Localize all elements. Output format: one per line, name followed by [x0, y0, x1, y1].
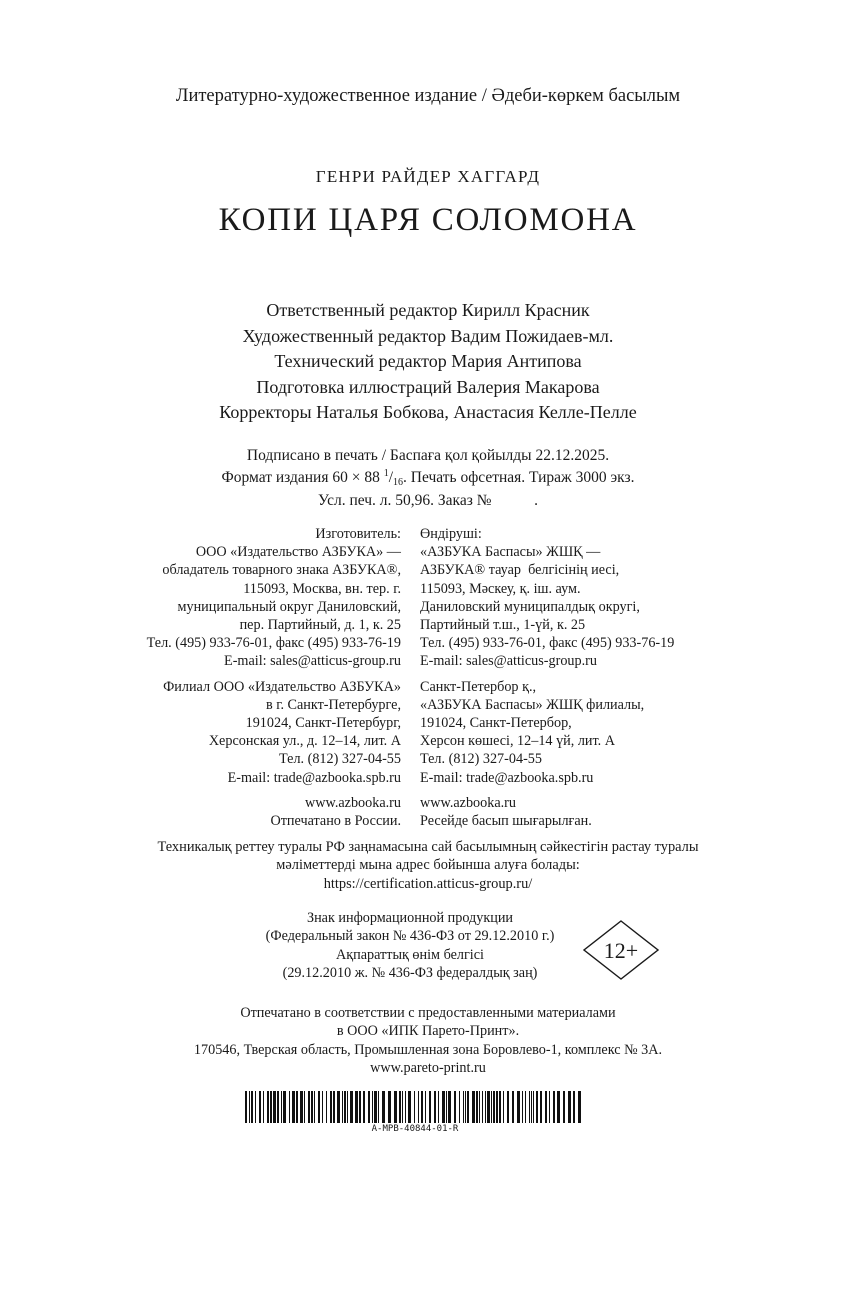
branch-kz-line: Херсон көшесі, 12–14 үй, лит. А — [420, 733, 616, 750]
barcode-bar — [402, 1091, 403, 1123]
barcode-bar — [394, 1091, 397, 1123]
barcode-bar — [563, 1091, 565, 1123]
format-fraction-den: 16 — [393, 476, 404, 488]
barcode-bar — [405, 1091, 406, 1123]
signed-line: Подписано в печать / Баспаға қол қойылды 22.12.2025. — [246, 447, 610, 464]
branch-kz-line: E-mail: trade@azbooka.spb.ru — [420, 769, 594, 786]
printer-url: www.pareto-print.ru — [370, 1060, 486, 1077]
barcode-bar — [333, 1091, 335, 1123]
format-fraction-num: 1 — [383, 467, 389, 479]
barcode-bar — [251, 1091, 253, 1123]
barcode-bar — [314, 1091, 315, 1123]
sheets-line: Усл. печ. л. 50,96. Заказ № . — [317, 492, 539, 509]
branch-ru-line: в г. Санкт-Петербурге, — [265, 696, 401, 713]
barcode-bar — [267, 1091, 269, 1123]
barcode-bar — [573, 1091, 575, 1123]
barcode-bar — [512, 1091, 514, 1123]
credit-line: Ответственный редактор Кирилл Красник — [266, 300, 590, 320]
genre-line: Литературно-художественное издание / Әдеби-көркем басылым — [175, 86, 681, 106]
barcode-bar — [263, 1091, 264, 1123]
barcode-label: A-MPB-40844-01-R — [371, 1124, 459, 1134]
barcode-bar — [507, 1091, 509, 1123]
barcode-bar — [337, 1091, 340, 1123]
publisher-ru-line: обладатель товарного знака АЗБУКА®, — [162, 562, 401, 579]
barcode-bar — [311, 1091, 313, 1123]
barcode-bar — [418, 1091, 419, 1123]
barcode-bar — [496, 1091, 498, 1123]
barcode-bar — [442, 1091, 445, 1123]
barcode-bar — [342, 1091, 343, 1123]
publisher-kz-line: Өндіруші: — [420, 526, 482, 542]
barcode-bar — [408, 1091, 411, 1123]
barcode-bar — [503, 1091, 504, 1123]
format-fraction-sep: / — [388, 468, 394, 486]
barcode-bar — [438, 1091, 439, 1123]
barcode-bar — [399, 1091, 401, 1123]
barcode-bar — [454, 1091, 456, 1123]
barcode-bar — [487, 1091, 490, 1123]
barcode-image — [245, 1091, 585, 1123]
barcode-bar — [467, 1091, 469, 1123]
barcode-bar — [308, 1091, 310, 1123]
format-prefix: Формат издания 60 × 88 — [221, 468, 380, 486]
barcode-bar — [270, 1091, 272, 1123]
barcode-bar — [300, 1091, 303, 1123]
info-sign-line: Ақпараттық өнім белгісі — [336, 946, 484, 963]
publisher-ru-line: Тел. (495) 933-76-01, факс (495) 933-76-19 — [146, 635, 401, 652]
barcode-bar — [522, 1091, 523, 1123]
barcode-bar — [382, 1091, 385, 1123]
format-suffix: . Печать офсетная. Тираж 3000 экз. — [403, 468, 635, 486]
publisher-kz-line: Даниловский муниципалдық округі, — [420, 598, 640, 615]
barcode-bar — [529, 1091, 530, 1123]
barcode-bar — [344, 1091, 346, 1123]
barcode-bar — [491, 1091, 492, 1123]
printer-line: в ООО «ИПК Парето-Принт». — [336, 1023, 520, 1040]
publisher-ru-line: E-mail: sales@atticus-group.ru — [224, 653, 401, 670]
info-sign-line: (Федеральный закон № 436-ФЗ от 29.12.2010 г.) — [265, 928, 555, 945]
barcode-bar — [378, 1091, 379, 1123]
certification-line: Техникалық реттеу туралы РФ заңнамасына сай басылымның сәйкестігін растау туралы — [157, 839, 699, 855]
barcode-bar — [536, 1091, 538, 1123]
barcode-bar — [578, 1091, 581, 1123]
barcode-bar — [330, 1091, 332, 1123]
printer-line: 170546, Тверская область, Промышленная зона Боровлево-1, комплекс № 3А. — [193, 1041, 663, 1058]
barcode-bar — [421, 1091, 423, 1123]
barcode-bar — [322, 1091, 323, 1123]
publisher-kz-line: «АЗБУКА Баспасы» ЖШҚ — — [420, 544, 601, 561]
barcode-bar — [304, 1091, 305, 1123]
barcode-bar — [549, 1091, 550, 1123]
branch-ru-line: Филиал ООО «Издательство АЗБУКА» — [163, 678, 401, 695]
barcode-bar — [283, 1091, 286, 1123]
barcode-bar — [472, 1091, 475, 1123]
branch-ru-line: E-mail: trade@azbooka.spb.ru — [227, 769, 401, 786]
barcode-bar — [255, 1091, 256, 1123]
branch-kz-line: 191024, Санкт-Петербор, — [420, 715, 572, 732]
barcode-bar — [388, 1091, 391, 1123]
author-name: ГЕНРИ РАЙДЕР ХАГГАРД — [315, 167, 541, 186]
branch-kz-line: Тел. (812) 327-04-55 — [420, 751, 542, 768]
printed-in-kz: Ресейде басып шығарылған. — [420, 813, 592, 830]
barcode-bar — [359, 1091, 361, 1123]
credits-block — [0, 298, 856, 426]
barcode-bar — [531, 1091, 532, 1123]
credit-line: Подготовка иллюстраций Валерия Макарова — [256, 376, 600, 397]
printed-in-ru: Отпечатано в России. — [270, 813, 401, 830]
publisher-kz-line: Тел. (495) 933-76-01, факс (495) 933-76-19 — [420, 635, 675, 652]
barcode-bar — [434, 1091, 436, 1123]
info-sign-line: Знак информационной продукции — [306, 910, 514, 926]
barcode-bar — [372, 1091, 373, 1123]
barcode-bar — [374, 1091, 377, 1123]
barcode-bar — [557, 1091, 560, 1123]
barcode-bar — [281, 1091, 282, 1123]
barcode-bar — [448, 1091, 451, 1123]
barcode-bar — [517, 1091, 520, 1123]
publisher-kz-line: Партийный т.ш., 1-үй, к. 25 — [420, 617, 586, 634]
barcode-bar — [493, 1091, 495, 1123]
barcode-bar — [368, 1091, 370, 1123]
publisher-ru-line: муниципальный округ Даниловский, — [177, 598, 401, 615]
barcode-bar — [277, 1091, 279, 1123]
barcode-bar — [273, 1091, 276, 1123]
barcode-bar — [476, 1091, 478, 1123]
barcode-bar — [545, 1091, 547, 1123]
barcode-bar — [363, 1091, 365, 1123]
barcode-bar — [499, 1091, 501, 1123]
barcode-bar — [259, 1091, 261, 1123]
age-rating-badge — [583, 920, 659, 980]
credit-line: Корректоры Наталья Бобкова, Анастасия Келле-Пелле — [219, 402, 637, 422]
barcode-bar — [540, 1091, 542, 1123]
book-title: КОПИ ЦАРЯ СОЛОМОНА — [218, 202, 638, 238]
barcode-bar — [459, 1091, 460, 1123]
barcode-bar — [568, 1091, 571, 1123]
certification-url: https://certification.atticus-group.ru/ — [323, 875, 533, 892]
publisher-kz-line: 115093, Мәскеу, қ. іш. аум. — [420, 580, 581, 597]
publisher-ru-line: 115093, Москва, вн. тер. г. — [243, 580, 401, 597]
barcode-bar — [355, 1091, 358, 1123]
barcode-bar — [463, 1091, 464, 1123]
barcode-bar — [326, 1091, 327, 1123]
barcode-bar — [318, 1091, 320, 1123]
barcode-bar — [292, 1091, 295, 1123]
publisher-ru-line: ООО «Издательство АЗБУКА» — — [195, 544, 401, 561]
barcode-bar — [289, 1091, 290, 1123]
barcode-bar — [485, 1091, 486, 1123]
branch-kz-line: Санкт-Петербор қ., — [420, 678, 537, 695]
publisher-ru-line: Изготовитель: — [315, 526, 401, 542]
age-rating-label: 12+ — [603, 938, 639, 963]
barcode-bar — [414, 1091, 415, 1123]
publisher-ru-line: пер. Партийный, д. 1, к. 25 — [239, 617, 401, 634]
certification-line: мәліметтерді мына адрес бойынша алуға болады: — [276, 857, 580, 874]
barcode-bar — [533, 1091, 534, 1123]
website-kz: www.azbooka.ru — [420, 794, 516, 811]
barcode-bar — [479, 1091, 480, 1123]
barcode-bar — [525, 1091, 526, 1123]
print-info — [0, 445, 856, 512]
barcode-bar — [347, 1091, 348, 1123]
branch-ru-line: Херсонская ул., д. 12–14, лит. А — [208, 733, 401, 750]
publisher-ru-column — [147, 525, 401, 830]
printer-block — [0, 1004, 856, 1078]
barcode-bar — [482, 1091, 483, 1123]
certification-block — [0, 838, 856, 893]
info-product-sign — [0, 909, 820, 982]
publisher-kz-line: АЗБУКА® тауар белгісінің иесі, — [420, 562, 620, 579]
barcode-bar — [296, 1091, 298, 1123]
barcode-bar — [465, 1091, 466, 1123]
printer-line: Отпечатано в соответствии с предоставленными материалами — [240, 1005, 616, 1021]
credit-line: Художественный редактор Вадим Пожидаев-мл. — [242, 325, 614, 346]
publisher-kz-column — [420, 525, 674, 830]
info-sign-line: (29.12.2010 ж. № 436-ФЗ федералдық заң) — [282, 964, 538, 981]
barcode-bar — [350, 1091, 353, 1123]
credit-line: Технический редактор Мария Антипова — [274, 351, 582, 371]
branch-ru-line: 191024, Санкт-Петербург, — [245, 715, 401, 732]
barcode-bar — [446, 1091, 447, 1123]
branch-ru-line: Тел. (812) 327-04-55 — [279, 751, 401, 768]
barcode-bar — [249, 1091, 250, 1123]
barcode-bar — [245, 1091, 247, 1123]
website-ru: www.azbooka.ru — [305, 794, 401, 811]
publisher-kz-line: E-mail: sales@atticus-group.ru — [420, 653, 597, 670]
barcode-bar — [429, 1091, 431, 1123]
barcode-bar — [553, 1091, 555, 1123]
branch-kz-line: «АЗБУКА Баспасы» ЖШҚ филиалы, — [420, 696, 645, 713]
format-line — [0, 467, 856, 491]
barcode-bar — [425, 1091, 426, 1123]
